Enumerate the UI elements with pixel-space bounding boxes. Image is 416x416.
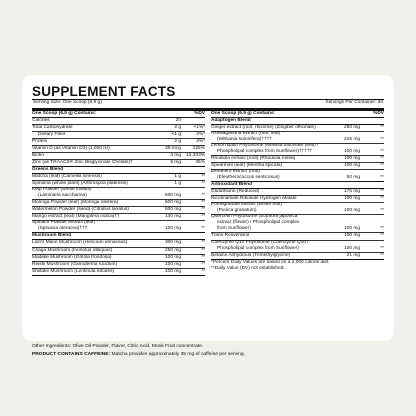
nutrient-name-line: Chaga Mushroom (Inonotus obliquus) — [32, 247, 113, 253]
nutrient-name — [32, 269, 151, 275]
nutrient-name-line: Vitamin D (as Vitamin D3) (1,000 IU) — [32, 145, 110, 151]
nutrient-amount: 1 g — [174, 174, 181, 180]
nutrient-row — [32, 240, 205, 247]
nutrient-amount: 1 g — [174, 181, 181, 187]
nutrient-name-line: Trans-Resveratrol — [211, 233, 250, 239]
nutrient-name — [211, 169, 330, 181]
caffeine-notice — [32, 352, 392, 358]
adaptogen-blend — [211, 118, 384, 182]
nutrient-name-line: Spearmint (leaf) (Mentha spicata) — [211, 162, 283, 168]
nutrient-name — [211, 240, 330, 252]
nutrient-row — [32, 118, 205, 125]
nutrient-name-line: Lemon Balm Phytosome (Melissa officinalis (leaf) / — [211, 142, 319, 148]
nutrient-amount: 500 mg — [165, 193, 181, 199]
nutrient-amount: 250 mg — [165, 247, 181, 253]
nutrient-name — [32, 248, 151, 254]
nutrient-amount: 100 mg — [165, 268, 181, 274]
nutrient-name-line: Reishi Mushroom (Ganoderma lucidum) — [32, 261, 118, 267]
caffeine-label: PRODUCT CONTAINS CAFFEINE: — [32, 352, 111, 357]
nutrient-row — [211, 241, 384, 253]
nutrient-name — [32, 220, 151, 232]
nutrient-amount: 225 mg — [344, 136, 360, 142]
nutrient-name-line: Dietary Fiber — [38, 131, 66, 137]
nutrient-name — [32, 207, 151, 213]
servings-per-container: Servings Per Container: 30 — [325, 100, 383, 105]
nutrient-name-line: Nicotinamide Riboside Hydrogen Malate — [211, 196, 297, 202]
nutrient-amount: 100 mg — [344, 233, 360, 239]
nutrient-name-line: Coenzyme Q10 Phytosome (Coenzyme Q10 / — [211, 239, 309, 245]
nutrient-name-line: Shiitake Mushroom (Lentinula edodes) — [32, 268, 115, 274]
nutrient-name — [32, 125, 151, 131]
nutrient-name-line: Maitake Mushroom (Grifola frondosa) — [32, 254, 112, 260]
nutrient-name-line: Kelp Powder (whole thallus) — [32, 187, 92, 193]
nutrient-row — [211, 144, 384, 156]
nutrient-name-line: (Withania somnifera)†††† — [217, 136, 272, 142]
nutrient-amount: 175 mg — [344, 189, 360, 195]
nutrient-dv: 4%* — [196, 138, 205, 144]
nutrient-name-line: Protein — [32, 138, 48, 144]
nutrient-name-line: Moringa Powder (leaf) (Moringa oleifera) — [32, 200, 119, 206]
nutrient-row — [211, 253, 384, 260]
nutrient-amount: 100 mg — [344, 208, 360, 214]
nutrient-row — [32, 146, 205, 153]
nutrient-row — [211, 170, 384, 182]
nutrient-dv: ** — [201, 268, 205, 274]
nutrient-name — [211, 131, 330, 143]
header-label: One Scoop (6.9 g) Contains: — [211, 110, 276, 116]
nutrient-dv: ** — [201, 240, 205, 246]
footnote-not-established: **Daily Value (DV) not established. — [211, 265, 285, 271]
section-title — [211, 118, 384, 125]
nutrient-name — [32, 255, 151, 261]
nutrient-name-line: Eleuthero extract (root) — [211, 169, 261, 175]
nutrient-row — [32, 125, 205, 132]
nutrient-name-line: Pomegranate extract (whole fruit) — [211, 202, 282, 208]
nutrient-dv: ** — [201, 181, 205, 187]
nutrient-amount: 140 mg — [165, 214, 181, 220]
nutrient-row — [32, 188, 205, 200]
nutrient-dv: ** — [380, 162, 384, 168]
footnote-dv: *Percent Daily Values are based on a 2,000 calorie diet. — [211, 259, 330, 265]
nutrient-dv — [181, 118, 205, 124]
nutrient-dv: 45% — [195, 159, 205, 165]
nutrient-dv: ** — [380, 175, 384, 181]
nutrient-name-line: Lion's Mane Mushroom (Hericium erinaceus) — [32, 240, 128, 246]
nutrient-name — [32, 153, 151, 159]
nutrient-name-line: (Punica granatum) — [217, 208, 257, 214]
nutrient-name — [32, 160, 151, 166]
nutrient-name — [32, 240, 151, 246]
nutrient-name-line: Spinach Powder extract (leaf) — [32, 220, 95, 226]
serving-size: Serving Size: One Scoop (6.9 g) — [33, 100, 102, 105]
nutrient-name-line: (Eleutherococcus senticosus) — [217, 175, 280, 181]
nutrient-name-line: Phospholipid complex from Sunflower)††††† — [217, 148, 313, 154]
nutrient-dv: ** — [380, 233, 384, 239]
nutrient-row — [211, 156, 384, 163]
nutrient-amount: 100 mg — [344, 226, 360, 232]
nutrient-amount: <1 g — [171, 131, 181, 137]
nutrient-dv: ** — [201, 261, 205, 267]
nutrient-name — [211, 156, 330, 162]
nutrient-amount: 25 mcg — [165, 145, 181, 151]
nutrient-dv: ** — [380, 124, 384, 130]
nutrient-amount: 100 mg — [344, 196, 360, 202]
nutrient-dv: <1%* — [193, 124, 205, 130]
section-title-text: Antioxidant Blend — [211, 182, 253, 188]
nutrient-dv: ** — [201, 200, 205, 206]
nutrient-name-line: Spirulina (whole plant) (Arthrospira platensis) — [32, 181, 128, 187]
nutrient-amount: 100 mg — [344, 162, 360, 168]
nutrient-dv: 2%* — [196, 131, 205, 137]
nutrient-name — [211, 189, 330, 195]
facts-columns — [32, 111, 384, 276]
nutrient-dv: ** — [201, 174, 205, 180]
nutrient-name — [32, 187, 151, 199]
nutrient-dv: ** — [201, 193, 205, 199]
serving-info — [32, 100, 384, 107]
nutrient-name-line: Ashwagandha extract (root, leaf) — [211, 130, 281, 136]
nutrient-name-line: Watermelon Powder (seed) (Citrullus lanatus) — [32, 207, 129, 213]
nutrient-row — [32, 139, 205, 146]
supplement-facts-panel — [22, 75, 394, 341]
basic-nutrients — [32, 118, 205, 167]
header-dv: %DV — [194, 110, 205, 116]
nutrient-name-line: Matcha (leaf) (Camellia sinensis) — [32, 174, 102, 180]
nutrient-dv: ** — [380, 245, 384, 251]
nutrient-name-line: Zinc (as TRAACS® Zinc Bisglycinate Chelate)† — [32, 159, 133, 165]
nutrient-row — [32, 132, 205, 139]
nutrient-dv: ** — [201, 254, 205, 260]
nutrient-amount: 500 mg — [165, 207, 181, 213]
nutrient-name-line: Betaine Anhydrous (Trimethylglycine) — [211, 252, 291, 258]
nutrient-row — [32, 269, 205, 276]
nutrient-dv: 125% — [192, 145, 205, 151]
panel-title: SUPPLEMENT FACTS — [32, 84, 176, 99]
nutrient-dv: ** — [380, 155, 384, 161]
nutrient-amount: 50 mg — [346, 175, 360, 181]
nutrient-name — [32, 200, 151, 206]
mushroom-blend — [32, 233, 205, 275]
nutrient-amount: 20 — [175, 117, 181, 123]
nutrient-name-line: Ginger extract (root, rhizome) (Zingiber officinale) — [211, 124, 316, 130]
nutrient-dv: ** — [201, 226, 205, 232]
nutrient-name — [211, 214, 330, 232]
nutrient-name — [32, 118, 151, 124]
nutrient-name-line: Rhodiola extract (root) (Rhodiola rosea) — [211, 155, 296, 161]
column-header — [32, 111, 205, 118]
nutrient-dv: ** — [380, 148, 384, 154]
nutrient-name-line: Biotin — [32, 152, 44, 158]
nutrient-name — [32, 262, 151, 268]
nutrient-row — [32, 160, 205, 167]
nutrient-name-line: Calories — [32, 117, 50, 123]
nutrient-name — [32, 174, 151, 180]
section-title-text: Adaptogen Blend — [211, 117, 251, 123]
nutrient-amount: 250 mg — [344, 124, 360, 130]
nutrient-name-line: Phospholipid complex from Sunflower) — [217, 245, 299, 251]
section-title-text: Mushroom Blend — [32, 233, 72, 239]
nutrient-dv: ** — [201, 247, 205, 253]
left-column — [32, 111, 205, 276]
nutrient-row — [32, 248, 205, 255]
nutrient-name-line: extract (flower) / Phospholipid complex — [217, 220, 300, 226]
nutrient-name — [211, 202, 330, 214]
nutrient-name-line: Total Carbohydrate — [32, 124, 73, 130]
nutrient-dv: 13,333% — [186, 152, 205, 158]
nutrient-name — [32, 132, 151, 138]
other-ingredients: Other Ingredients: Olive Oil Powder, Flavor, Citric Acid, Monk Fruit concentrate. — [32, 344, 204, 349]
nutrient-amount: 100 mg — [165, 254, 181, 260]
column-header — [211, 111, 384, 118]
nutrient-dv: ** — [380, 189, 384, 195]
antioxidant-blend — [211, 182, 384, 260]
nutrient-amount: 21 mg — [346, 252, 360, 258]
nutrient-amount: 2 g — [174, 124, 181, 130]
nutrient-amount: 100 mg — [344, 148, 360, 154]
nutrient-row — [32, 153, 205, 160]
nutrient-name — [32, 146, 151, 152]
nutrient-row — [32, 262, 205, 269]
nutrient-dv: ** — [380, 226, 384, 232]
caffeine-text: Matcha provides approximately 35 mg of caffeine per serving. — [110, 352, 245, 357]
nutrient-dv: ** — [380, 252, 384, 258]
nutrient-amount: 5 mg — [170, 159, 181, 165]
nutrient-name-line: (Laminaria saccharina) — [38, 193, 87, 199]
nutrient-name — [32, 139, 151, 145]
nutrient-amount: 2 g — [174, 138, 181, 144]
right-column — [211, 111, 384, 276]
nutrient-row — [32, 221, 205, 233]
section-title — [32, 167, 205, 174]
greens-blend — [32, 167, 205, 233]
nutrient-amount: 100 mg — [344, 155, 360, 161]
nutrient-amount: 500 mg — [165, 200, 181, 206]
nutrient-dv: ** — [380, 196, 384, 202]
section-title-text: Greens Blend — [32, 166, 64, 172]
nutrient-amount: 100 mg — [165, 226, 181, 232]
header-dv: %DV — [373, 110, 384, 116]
nutrient-dv: ** — [380, 136, 384, 142]
nutrient-amount: 100 mg — [165, 261, 181, 267]
nutrient-name — [211, 143, 330, 155]
nutrient-dv: ** — [201, 214, 205, 220]
nutrient-row — [32, 174, 205, 181]
header-label: One Scoop (6.9 g) Contains: — [32, 110, 97, 116]
nutrient-amount: 300 mg — [165, 240, 181, 246]
nutrient-name-line: Mango extract (leaf) (Mangifera indica)†† — [32, 214, 120, 220]
nutrient-dv: ** — [380, 208, 384, 214]
nutrient-row — [211, 215, 384, 233]
nutrient-name-line: from Sunflower) — [217, 226, 251, 232]
nutrient-amount: 4 mg — [170, 152, 181, 158]
nutrient-row — [32, 255, 205, 262]
nutrient-dv: ** — [201, 207, 205, 213]
nutrient-name — [211, 253, 330, 259]
nutrient-name-line: Glutathione (Reduced) — [211, 189, 260, 195]
nutrient-amount: 100 mg — [344, 245, 360, 251]
nutrient-name-line: (Spinacia oleracea)††† — [38, 226, 88, 232]
nutrient-name-line: Quercetin Phytosome (Sophora japonica — [211, 214, 298, 220]
